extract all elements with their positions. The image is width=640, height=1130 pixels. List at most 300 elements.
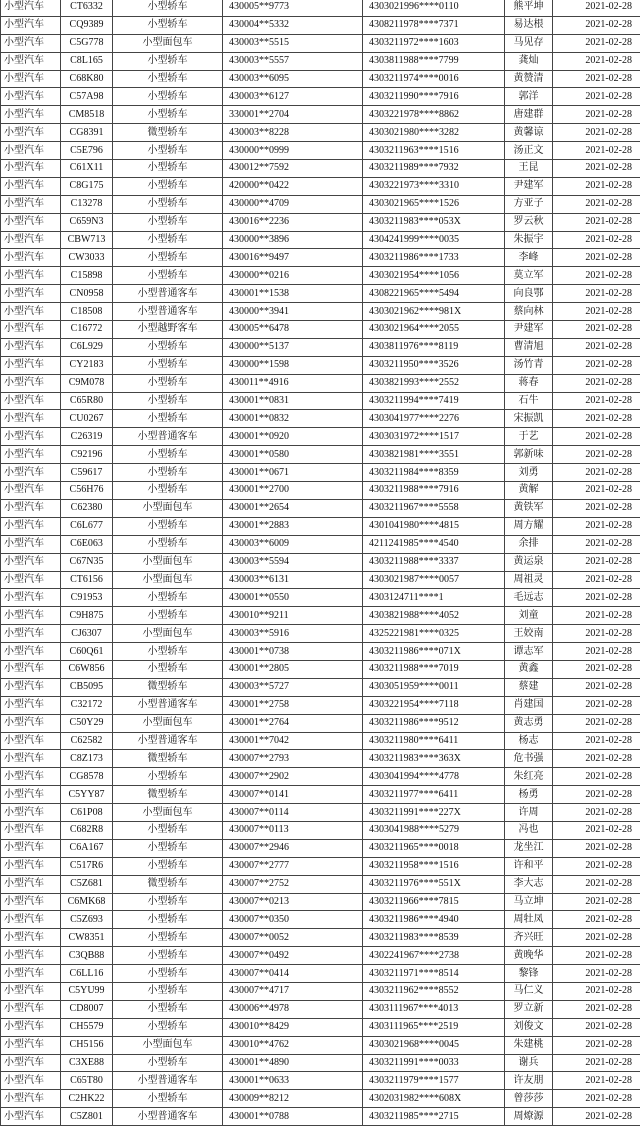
plate-number-cell: C6E063	[61, 535, 113, 553]
table-row	[1, 285, 640, 303]
id-number-cell: 4302241967****2738	[363, 947, 505, 965]
plate-number-cell: C62380	[61, 499, 113, 517]
owner-name-cell: 谢兵	[505, 1054, 553, 1072]
plate-number-cell: C60Q61	[61, 643, 113, 661]
plate-number-cell: C659N3	[61, 213, 113, 231]
id-number-cell: 4303211983****363X	[363, 750, 505, 768]
date-cell: 2021-02-28	[553, 0, 640, 16]
owner-code-cell: 430007**0052	[223, 929, 363, 947]
vehicle-class-cell: 小型汽车	[1, 804, 61, 822]
vehicle-type-cell: 微型轿车	[113, 124, 223, 142]
plate-number-cell: C2HK22	[61, 1090, 113, 1108]
vehicle-class-cell: 小型汽车	[1, 52, 61, 70]
vehicle-class-cell: 小型汽车	[1, 643, 61, 661]
table-row	[1, 786, 640, 804]
date-cell: 2021-02-28	[553, 142, 640, 160]
owner-name-cell: 尹建军	[505, 321, 553, 339]
owner-name-cell: 郭洋	[505, 88, 553, 106]
id-number-cell: 4303051959****0011	[363, 678, 505, 696]
date-cell: 2021-02-28	[553, 893, 640, 911]
vehicle-class-cell: 小型汽车	[1, 70, 61, 88]
table-row	[1, 321, 640, 339]
owner-code-cell: 430007**0114	[223, 804, 363, 822]
owner-name-cell: 黄运泉	[505, 553, 553, 571]
date-cell: 2021-02-28	[553, 768, 640, 786]
id-number-cell: 4303041977****2276	[363, 410, 505, 428]
owner-name-cell: 周方耀	[505, 517, 553, 535]
table-row	[1, 249, 640, 267]
owner-name-cell: 熊平坤	[505, 0, 553, 16]
plate-number-cell: CG8578	[61, 768, 113, 786]
id-number-cell: 4303211980****6411	[363, 732, 505, 750]
table-row	[1, 410, 640, 428]
owner-code-cell: 430012**7592	[223, 160, 363, 178]
owner-name-cell: 马仁义	[505, 982, 553, 1000]
plate-number-cell: C9H875	[61, 607, 113, 625]
vehicle-class-cell: 小型汽车	[1, 535, 61, 553]
vehicle-class-cell: 小型汽车	[1, 750, 61, 768]
table-row	[1, 1072, 640, 1090]
table-row	[1, 517, 640, 535]
vehicle-type-cell: 小型轿车	[113, 1054, 223, 1072]
owner-name-cell: 王姣南	[505, 625, 553, 643]
owner-name-cell: 宋振凯	[505, 410, 553, 428]
plate-number-cell: CH5156	[61, 1036, 113, 1054]
owner-code-cell: 430003**6131	[223, 571, 363, 589]
date-cell: 2021-02-28	[553, 857, 640, 875]
plate-number-cell: C6MK68	[61, 893, 113, 911]
vehicle-class-cell: 小型汽车	[1, 267, 61, 285]
id-number-cell: 4303211979****1577	[363, 1072, 505, 1090]
plate-number-cell: C5G778	[61, 34, 113, 52]
vehicle-type-cell: 小型普通客车	[113, 1072, 223, 1090]
id-number-cell: 4308211978****7371	[363, 16, 505, 34]
table-row	[1, 947, 640, 965]
vehicle-class-cell: 小型汽车	[1, 875, 61, 893]
date-cell: 2021-02-28	[553, 571, 640, 589]
date-cell: 2021-02-28	[553, 929, 640, 947]
plate-number-cell: CG8391	[61, 124, 113, 142]
vehicle-type-cell: 小型轿车	[113, 338, 223, 356]
owner-name-cell: 齐兴旺	[505, 929, 553, 947]
id-number-cell: 4303211986****1733	[363, 249, 505, 267]
plate-number-cell: C6W856	[61, 660, 113, 678]
id-number-cell: 4303211984****8359	[363, 464, 505, 482]
date-cell: 2021-02-28	[553, 786, 640, 804]
table-row	[1, 160, 640, 178]
table-row	[1, 338, 640, 356]
date-cell: 2021-02-28	[553, 392, 640, 410]
owner-code-cell: 430001**0831	[223, 392, 363, 410]
owner-name-cell: 黄志勇	[505, 714, 553, 732]
vehicle-class-cell: 小型汽车	[1, 553, 61, 571]
owner-code-cell: 430001**0580	[223, 446, 363, 464]
plate-number-cell: C517R6	[61, 857, 113, 875]
owner-code-cell: 430001**0738	[223, 643, 363, 661]
id-number-cell: 4303124711****1	[363, 589, 505, 607]
owner-code-cell: 430001**4890	[223, 1054, 363, 1072]
owner-code-cell: 430003**6009	[223, 535, 363, 553]
vehicle-type-cell: 小型普通客车	[113, 732, 223, 750]
owner-code-cell: 430007**0350	[223, 911, 363, 929]
vehicle-type-cell: 小型轿车	[113, 857, 223, 875]
id-number-cell: 4301041980****4815	[363, 517, 505, 535]
plate-number-cell: C61X11	[61, 160, 113, 178]
date-cell: 2021-02-28	[553, 696, 640, 714]
table-row	[1, 571, 640, 589]
vehicle-class-cell: 小型汽车	[1, 88, 61, 106]
vehicle-type-cell: 小型轿车	[113, 1000, 223, 1018]
date-cell: 2021-02-28	[553, 213, 640, 231]
table-row	[1, 356, 640, 374]
vehicle-type-cell: 微型轿车	[113, 786, 223, 804]
owner-code-cell: 330001**2704	[223, 106, 363, 124]
plate-number-cell: C3QB88	[61, 947, 113, 965]
owner-code-cell: 430009**8212	[223, 1090, 363, 1108]
vehicle-type-cell: 微型轿车	[113, 750, 223, 768]
plate-number-cell: C91953	[61, 589, 113, 607]
id-number-cell: 4303211985****2715	[363, 1108, 505, 1126]
table-row	[1, 660, 640, 678]
owner-code-cell: 430010**8429	[223, 1018, 363, 1036]
owner-code-cell: 430003**5727	[223, 678, 363, 696]
vehicle-class-cell: 小型汽车	[1, 911, 61, 929]
id-number-cell: 4303211950****3526	[363, 356, 505, 374]
id-number-cell: 4303021987****0057	[363, 571, 505, 589]
vehicle-type-cell: 小型轿车	[113, 589, 223, 607]
date-cell: 2021-02-28	[553, 947, 640, 965]
owner-name-cell: 杨勇	[505, 786, 553, 804]
owner-name-cell: 周祖灵	[505, 571, 553, 589]
vehicle-type-cell: 小型轿车	[113, 213, 223, 231]
vehicle-type-cell: 小型轿车	[113, 929, 223, 947]
table-row	[1, 1108, 640, 1126]
id-number-cell: 4303811988****7799	[363, 52, 505, 70]
table-row	[1, 88, 640, 106]
vehicle-class-cell: 小型汽车	[1, 965, 61, 983]
owner-code-cell: 430007**0492	[223, 947, 363, 965]
table-body	[1, 0, 640, 1126]
plate-number-cell: C65R80	[61, 392, 113, 410]
plate-number-cell: CM8518	[61, 106, 113, 124]
table-row	[1, 1054, 640, 1072]
date-cell: 2021-02-28	[553, 303, 640, 321]
vehicle-class-cell: 小型汽车	[1, 374, 61, 392]
table-row	[1, 982, 640, 1000]
table-row	[1, 124, 640, 142]
plate-number-cell: C68K80	[61, 70, 113, 88]
plate-number-cell: C50Y29	[61, 714, 113, 732]
vehicle-type-cell: 小型轿车	[113, 177, 223, 195]
vehicle-type-cell: 小型轿车	[113, 535, 223, 553]
vehicle-class-cell: 小型汽车	[1, 338, 61, 356]
vehicle-class-cell: 小型汽车	[1, 464, 61, 482]
owner-code-cell: 430001**2654	[223, 499, 363, 517]
date-cell: 2021-02-28	[553, 52, 640, 70]
id-number-cell: 4303021996****0110	[363, 0, 505, 16]
table-row	[1, 482, 640, 500]
id-number-cell: 4303221973****3310	[363, 177, 505, 195]
vehicle-class-cell: 小型汽车	[1, 142, 61, 160]
plate-number-cell: CBW713	[61, 231, 113, 249]
table-row	[1, 70, 640, 88]
id-number-cell: 4303211988****7019	[363, 660, 505, 678]
table-row	[1, 625, 640, 643]
owner-name-cell: 汤竹青	[505, 356, 553, 374]
vehicle-class-cell: 小型汽车	[1, 231, 61, 249]
vehicle-type-cell: 小型轿车	[113, 947, 223, 965]
id-number-cell: 4303211963****1516	[363, 142, 505, 160]
vehicle-type-cell: 小型轿车	[113, 195, 223, 213]
date-cell: 2021-02-28	[553, 160, 640, 178]
table-row	[1, 839, 640, 857]
vehicle-type-cell: 小型面包车	[113, 571, 223, 589]
vehicle-class-cell: 小型汽车	[1, 517, 61, 535]
owner-code-cell: 430000**0999	[223, 142, 363, 160]
plate-number-cell: C6L677	[61, 517, 113, 535]
table-row	[1, 16, 640, 34]
vehicle-type-cell: 小型轿车	[113, 821, 223, 839]
vehicle-type-cell: 小型轿车	[113, 839, 223, 857]
vehicle-type-cell: 小型普通客车	[113, 696, 223, 714]
owner-code-cell: 430007**2946	[223, 839, 363, 857]
id-number-cell: 4303021962****981X	[363, 303, 505, 321]
plate-number-cell: C61P08	[61, 804, 113, 822]
id-number-cell: 4303211986****9512	[363, 714, 505, 732]
owner-code-cell: 430001**0633	[223, 1072, 363, 1090]
table-row	[1, 750, 640, 768]
vehicle-type-cell: 小型越野客车	[113, 321, 223, 339]
owner-code-cell: 420000**0422	[223, 177, 363, 195]
table-row	[1, 643, 640, 661]
id-number-cell: 4303111967****4013	[363, 1000, 505, 1018]
vehicle-type-cell: 小型轿车	[113, 356, 223, 374]
owner-code-cell: 430000**3941	[223, 303, 363, 321]
date-cell: 2021-02-28	[553, 195, 640, 213]
vehicle-type-cell: 小型轿车	[113, 1018, 223, 1036]
owner-name-cell: 马立坤	[505, 893, 553, 911]
table-row	[1, 303, 640, 321]
table-row	[1, 34, 640, 52]
vehicle-type-cell: 小型轿车	[113, 267, 223, 285]
vehicle-class-cell: 小型汽车	[1, 947, 61, 965]
id-number-cell: 4303211991****227X	[363, 804, 505, 822]
id-number-cell: 4303021980****3282	[363, 124, 505, 142]
date-cell: 2021-02-28	[553, 517, 640, 535]
vehicle-class-cell: 小型汽车	[1, 714, 61, 732]
vehicle-class-cell: 小型汽车	[1, 768, 61, 786]
vehicle-class-cell: 小型汽车	[1, 249, 61, 267]
owner-name-cell: 曹清旭	[505, 338, 553, 356]
owner-code-cell: 430016**2236	[223, 213, 363, 231]
owner-name-cell: 唐建群	[505, 106, 553, 124]
plate-number-cell: C5YY87	[61, 786, 113, 804]
plate-number-cell: C5E796	[61, 142, 113, 160]
table-row	[1, 553, 640, 571]
date-cell: 2021-02-28	[553, 1036, 640, 1054]
vehicle-class-cell: 小型汽车	[1, 34, 61, 52]
table-row	[1, 106, 640, 124]
date-cell: 2021-02-28	[553, 482, 640, 500]
plate-number-cell: CJ6307	[61, 625, 113, 643]
date-cell: 2021-02-28	[553, 714, 640, 732]
plate-number-cell: CQ9389	[61, 16, 113, 34]
owner-code-cell: 430001**2883	[223, 517, 363, 535]
plate-number-cell: C62582	[61, 732, 113, 750]
date-cell: 2021-02-28	[553, 750, 640, 768]
date-cell: 2021-02-28	[553, 321, 640, 339]
id-number-cell: 4303211988****7916	[363, 482, 505, 500]
date-cell: 2021-02-28	[553, 1072, 640, 1090]
owner-name-cell: 王昆	[505, 160, 553, 178]
id-number-cell: 4303211991****0033	[363, 1054, 505, 1072]
table-row	[1, 857, 640, 875]
owner-code-cell: 430003**5557	[223, 52, 363, 70]
vehicle-class-cell: 小型汽车	[1, 195, 61, 213]
vehicle-type-cell: 小型轿车	[113, 16, 223, 34]
owner-name-cell: 谭志军	[505, 643, 553, 661]
vehicle-class-cell: 小型汽车	[1, 1018, 61, 1036]
owner-code-cell: 430001**0832	[223, 410, 363, 428]
owner-code-cell: 430003**5515	[223, 34, 363, 52]
plate-number-cell: C8G175	[61, 177, 113, 195]
vehicle-type-cell: 小型轿车	[113, 142, 223, 160]
owner-name-cell: 罗云秋	[505, 213, 553, 231]
vehicle-class-cell: 小型汽车	[1, 660, 61, 678]
vehicle-type-cell: 小型轿车	[113, 643, 223, 661]
owner-code-cell: 430007**0113	[223, 821, 363, 839]
id-number-cell: 4303821981****3551	[363, 446, 505, 464]
vehicle-type-cell: 小型面包车	[113, 714, 223, 732]
vehicle-class-cell: 小型汽车	[1, 482, 61, 500]
table-row	[1, 875, 640, 893]
owner-name-cell: 黄赞清	[505, 70, 553, 88]
plate-number-cell: CY2183	[61, 356, 113, 374]
vehicle-class-cell: 小型汽车	[1, 0, 61, 16]
owner-code-cell: 430005**6478	[223, 321, 363, 339]
plate-number-cell: C13278	[61, 195, 113, 213]
owner-name-cell: 李峰	[505, 249, 553, 267]
vehicle-class-cell: 小型汽车	[1, 428, 61, 446]
id-number-cell: 4303211986****071X	[363, 643, 505, 661]
vehicle-class-cell: 小型汽车	[1, 786, 61, 804]
date-cell: 2021-02-28	[553, 732, 640, 750]
date-cell: 2021-02-28	[553, 88, 640, 106]
owner-name-cell: 李大志	[505, 875, 553, 893]
vehicle-type-cell: 小型轿车	[113, 160, 223, 178]
date-cell: 2021-02-28	[553, 1090, 640, 1108]
owner-code-cell: 430001**2758	[223, 696, 363, 714]
owner-code-cell: 430001**7042	[223, 732, 363, 750]
vehicle-class-cell: 小型汽车	[1, 857, 61, 875]
table-row	[1, 821, 640, 839]
owner-name-cell: 周燎源	[505, 1108, 553, 1126]
vehicle-type-cell: 小型轿车	[113, 231, 223, 249]
table-row	[1, 231, 640, 249]
owner-code-cell: 430001**0920	[223, 428, 363, 446]
id-number-cell: 4303211976****551X	[363, 875, 505, 893]
vehicle-type-cell: 小型轿车	[113, 446, 223, 464]
owner-code-cell: 430003**5594	[223, 553, 363, 571]
table-row	[1, 929, 640, 947]
id-number-cell: 4303211966****7815	[363, 893, 505, 911]
vehicle-class-cell: 小型汽车	[1, 625, 61, 643]
owner-code-cell: 430005**9773	[223, 0, 363, 16]
owner-code-cell: 430007**0141	[223, 786, 363, 804]
date-cell: 2021-02-28	[553, 911, 640, 929]
date-cell: 2021-02-28	[553, 177, 640, 195]
plate-number-cell: C5YU99	[61, 982, 113, 1000]
date-cell: 2021-02-28	[553, 70, 640, 88]
owner-name-cell: 尹建军	[505, 177, 553, 195]
date-cell: 2021-02-28	[553, 607, 640, 625]
plate-number-cell: C92196	[61, 446, 113, 464]
id-number-cell: 4303211967****5558	[363, 499, 505, 517]
date-cell: 2021-02-28	[553, 267, 640, 285]
vehicle-class-cell: 小型汽车	[1, 571, 61, 589]
plate-number-cell: CW8351	[61, 929, 113, 947]
id-number-cell: 4303211989****7932	[363, 160, 505, 178]
vehicle-class-cell: 小型汽车	[1, 821, 61, 839]
owner-code-cell: 430007**0213	[223, 893, 363, 911]
owner-name-cell: 许周	[505, 804, 553, 822]
id-number-cell: 4303211983****053X	[363, 213, 505, 231]
vehicle-type-cell: 小型轿车	[113, 464, 223, 482]
plate-number-cell: CT6156	[61, 571, 113, 589]
table-row	[1, 678, 640, 696]
table-row	[1, 0, 640, 16]
date-cell: 2021-02-28	[553, 16, 640, 34]
owner-name-cell: 毛远志	[505, 589, 553, 607]
owner-code-cell: 430007**2793	[223, 750, 363, 768]
date-cell: 2021-02-28	[553, 464, 640, 482]
date-cell: 2021-02-28	[553, 535, 640, 553]
date-cell: 2021-02-28	[553, 839, 640, 857]
date-cell: 2021-02-28	[553, 410, 640, 428]
table-row	[1, 499, 640, 517]
vehicle-type-cell: 微型轿车	[113, 678, 223, 696]
date-cell: 2021-02-28	[553, 821, 640, 839]
table-row	[1, 535, 640, 553]
plate-number-cell: C5Z693	[61, 911, 113, 929]
vehicle-type-cell: 小型轿车	[113, 374, 223, 392]
date-cell: 2021-02-28	[553, 643, 640, 661]
vehicle-class-cell: 小型汽车	[1, 16, 61, 34]
id-number-cell: 4303211977****6411	[363, 786, 505, 804]
table-row	[1, 804, 640, 822]
vehicle-class-cell: 小型汽车	[1, 499, 61, 517]
id-number-cell: 4303111965****2519	[363, 1018, 505, 1036]
owner-name-cell: 危书强	[505, 750, 553, 768]
vehicle-class-cell: 小型汽车	[1, 1108, 61, 1126]
owner-name-cell: 朱红亮	[505, 768, 553, 786]
date-cell: 2021-02-28	[553, 678, 640, 696]
table-row	[1, 768, 640, 786]
owner-code-cell: 430007**2777	[223, 857, 363, 875]
owner-name-cell: 许和平	[505, 857, 553, 875]
owner-name-cell: 刘俊文	[505, 1018, 553, 1036]
owner-name-cell: 肖建国	[505, 696, 553, 714]
plate-number-cell: C32172	[61, 696, 113, 714]
vehicle-type-cell: 小型轿车	[113, 517, 223, 535]
id-number-cell: 4303211972****1603	[363, 34, 505, 52]
vehicle-type-cell: 小型轿车	[113, 0, 223, 16]
vehicle-class-cell: 小型汽车	[1, 1000, 61, 1018]
vehicle-type-cell: 小型面包车	[113, 499, 223, 517]
date-cell: 2021-02-28	[553, 106, 640, 124]
id-number-cell: 4303031972****1517	[363, 428, 505, 446]
plate-number-cell: C3XE88	[61, 1054, 113, 1072]
